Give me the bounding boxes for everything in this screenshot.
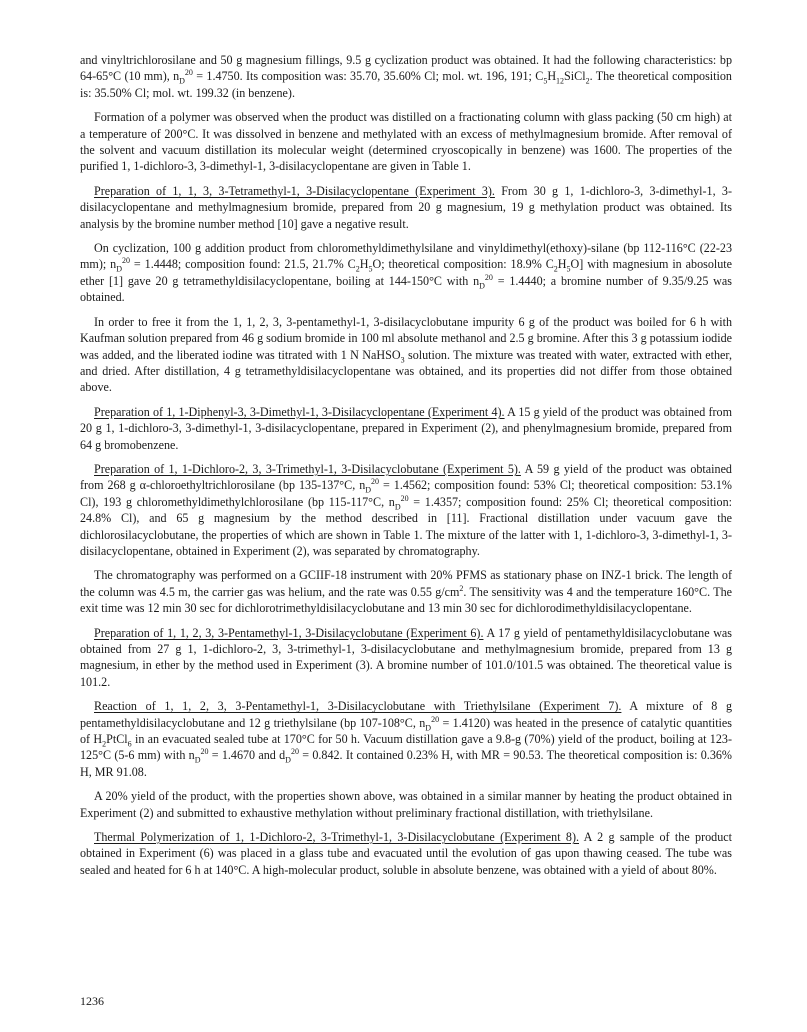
text-run: = 1.4448; composition found: 21.5, 21.7% C <box>129 257 356 272</box>
subscript: D <box>116 264 122 274</box>
text-run: H <box>557 257 567 272</box>
text-run: H <box>359 257 369 272</box>
section-paragraph <box>80 829 732 878</box>
subscript: D <box>194 755 201 765</box>
text-run: PtCl <box>106 732 128 747</box>
subscript: D <box>479 281 485 291</box>
body-paragraph <box>80 314 732 396</box>
superscript: 20 <box>484 272 493 282</box>
superscript: 20 <box>431 714 440 724</box>
text-run: . The sensitivity was 4 and the temperature 160°C. The exit time was 12 min 30 sec for dichlorotrimethyldisilacyclobutane and 13 min 30 sec for dichlorodimethyldisilacyclopentane. <box>80 584 732 616</box>
text-run: A 59 g yield of the product was obtained from 268 g α-chloroethyltrichlorosilane (bp 135-137°C, n <box>80 461 732 493</box>
superscript: 20 <box>371 477 380 487</box>
text-run: The chromatography was performed on a GCIIF-18 instrument with 20% PFMS as stationary phase on INZ-1 brick. The length of the column was 4.5 m, the carrier gas was helium, and the rate was 0.55 g/cm <box>80 568 732 599</box>
subscript: 2 <box>355 264 360 274</box>
experiment-heading: Preparation of 1, 1-Diphenyl-3, 3-Dimethyl-1, 3-Disilacyclopentane (Experiment 4). <box>94 404 505 419</box>
body-paragraph <box>80 788 732 821</box>
section-paragraph <box>80 183 732 232</box>
section-paragraph <box>80 404 732 453</box>
body-text <box>80 52 732 886</box>
superscript: 20 <box>184 68 193 78</box>
text-run: A 17 g yield of pentamethyldisilacyclobutane was obtained from 27 g 1, 1-dichloro-2, 3, 3-trimethyl-1, 3-disilacyclobutane and methylmagnesium bromide, prepared from 13 g magnesium, in ether by the method used in Experiment (3). A bromine number of 101.0/101.5 was obtained. The theoretical value is 101.2. <box>80 625 733 689</box>
experiment-heading: Reaction of 1, 1, 2, 3, 3-Pentamethyl-1, 3-Disilacyclobutane with Triethylsilane (Experiment 7). <box>94 699 622 714</box>
experiment-heading: Preparation of 1, 1, 3, 3-Tetramethyl-1, 3-Disilacyclopentane (Experiment 3). <box>94 183 495 198</box>
subscript: 2 <box>102 739 107 749</box>
text-run: in an evacuated sealed tube at 170°C for 50 h. Vacuum distillation gave a 9.8-g (70%) yield of the product, boiling at 123-125°C (5-6 mm) with n <box>80 732 732 763</box>
subscript: 2 <box>553 264 558 274</box>
text-run: In order to free it from the 1, 1, 2, 3, 3-pentamethyl-1, 3-disilacyclobutane impurity 6 g of the product was boiled for 6 h with Kaufman solution prepared from 46 g sodium bromide in 100 ml absolute methanol and 2.5 g bromine. After this 3 g potassium iodide was added, and the liberated iodine was titrated with 1 N NaHSO <box>80 314 732 362</box>
text-run: A 15 g yield of the product was obtained from 20 g 1, 1-dichloro-3, 3-dimethyl-1, 3-disilacyclopentane, prepared in Experiment (2), and phenylmagnesium bromide, prepared from 64 g bromobenzene. <box>80 404 732 452</box>
subscript: D <box>394 502 401 512</box>
subscript: D <box>425 723 432 733</box>
subscript: D <box>285 755 291 765</box>
superscript: 20 <box>290 747 299 757</box>
page-number: 1236 <box>80 994 104 1008</box>
subscript: 5 <box>368 264 373 274</box>
text-run: O; theoretical composition: 18.9% C <box>372 257 554 272</box>
subscript: D <box>365 485 372 495</box>
subscript: 6 <box>127 739 132 749</box>
superscript: 20 <box>200 747 209 757</box>
subscript: D <box>179 76 185 86</box>
subscript: 5 <box>543 76 548 86</box>
body-paragraph <box>80 240 732 306</box>
experiment-heading: Preparation of 1, 1-Dichloro-2, 3, 3-Trimethyl-1, 3-Disilacyclobutane (Experiment 5). <box>94 461 521 476</box>
text-run: = 1.4357; composition found: 25% Cl; theoretical composition: 24.8% Cl), and 65 g magnesium by the method described in [11]. Fractional distillation under vacuum gave the dichlorosilacyclobutane, the properties of which are shown in Table 1. The mixture of the latter with 1, 1-dichloro-3, 3-dimethyl-1, 3-disilacyclopentane, obtained in Experiment (2), was separated by chromatography. <box>80 494 732 558</box>
text-run: and vinyltrichlorosilane and 50 g magnesium fillings, 9.5 g cyclization product was obtained. It had the following characteristics: bp 64-65°C (10 mm), n <box>80 53 732 84</box>
superscript: 20 <box>400 493 409 503</box>
subscript: 3 <box>400 354 405 364</box>
subscript: 2 <box>585 76 590 86</box>
text-run: . The theoretical composition is: 35.50% Cl; mol. wt. 199.32 (in benzene). <box>80 69 732 100</box>
text-run: Formation of a polymer was observed when the product was distilled on a fractionating column with glass packing (50 cm high) at a temperature of 200°C. It was dissolved in benzene and methylated with an excess of methylmagnesium bromide. After removal of the solvent and vacuum distillation its molecular weight (determined cryoscopically in benzene) was 1600. The properties of the purified 1, 1-dichloro-3, 3-dimethyl-1, 3-disilacyclopentane are given in Table 1. <box>80 110 732 174</box>
text-run: A 20% yield of the product, with the properties shown above, was obtained in a similar manner by heating the product obtained in Experiment (2) and submitted to exhaustive methylation without preliminary fractional distillation, with triethylsilane. <box>80 789 732 820</box>
body-paragraph <box>80 109 732 175</box>
experiment-heading: Preparation of 1, 1, 2, 3, 3-Pentamethyl-1, 3-Disilacyclobutane (Experiment 6). <box>94 625 484 640</box>
text-run: = 1.4440; a bromine number of 9.35/9.25 was obtained. <box>80 273 732 305</box>
text-run: From 30 g 1, 1-dichloro-3, 3-dimethyl-1, 3-disilacyclopentane and methylmagnesium bromide, prepared from 20 g magnesium, 19 g methylation product was obtained. Its analysis by the bromine number method [10] gave a negative result. <box>80 183 732 231</box>
text-run: SiCl <box>564 69 586 84</box>
text-run: solution. The mixture was treated with water, extracted with ether, and dried. After distillation, 4 g tetramethyldisilacyclopentane was obtained, and its properties did not differ from those obtained above. <box>80 347 732 395</box>
experiment-heading: Thermal Polymerization of 1, 1-Dichloro-2, 3-Trimethyl-1, 3-Disilacyclobutane (Experiment 8). <box>94 830 579 845</box>
text-run: = 0.842. It contained 0.23% H, with MR = 90.53. The theoretical composition is: 0.36% H, MR 91.08. <box>80 748 732 779</box>
text-run: O] with magnesium in abosolute ether [1] gave 20 g tetramethyldisilacyclopentane, boiling at 144-150°C with n <box>80 257 733 288</box>
text-run: = 1.4562; composition found: 53% Cl; theoretical composition: 53.1% Cl), 193 g chloromethyldimethylchlorosilane (bp 115-117°C, n <box>80 478 732 509</box>
text-run: A 2 g sample of the product obtained in Experiment (6) was placed in a glass tube and evacuated until the evolution of gas upon thawing ceased. The tube was sealed and heated for 6 h at 140°C. A high-molecular product, soluble in absolute benzene, was obtained with a yield of about 80%. <box>80 830 732 877</box>
superscript: 20 <box>121 256 130 266</box>
text-run: = 1.4670 and d <box>208 748 286 763</box>
section-paragraph <box>80 461 732 559</box>
subscript: 5 <box>566 264 571 274</box>
section-paragraph <box>80 698 732 780</box>
body-paragraph <box>80 567 732 616</box>
subscript: 12 <box>556 76 565 86</box>
superscript: 2 <box>459 583 464 593</box>
text-run: = 1.4120) was heated in the presence of catalytic quantities of H <box>80 715 732 747</box>
text-run: H <box>547 69 557 84</box>
section-paragraph <box>80 625 732 691</box>
body-paragraph <box>80 52 732 101</box>
text-run: A mixture of 8 g pentamethyldisilacyclobutane and 12 g triethylsilane (bp 107-108°C, n <box>80 699 732 730</box>
text-run: = 1.4750. Its composition was: 35.70, 35.60% Cl; mol. wt. 196, 191; C <box>192 69 544 84</box>
text-run: On cyclization, 100 g addition product from chloromethyldimethylsilane and vinyldimethyl(ethoxy)-silane (bp 112-116°C (22-23 mm); n <box>80 241 732 272</box>
